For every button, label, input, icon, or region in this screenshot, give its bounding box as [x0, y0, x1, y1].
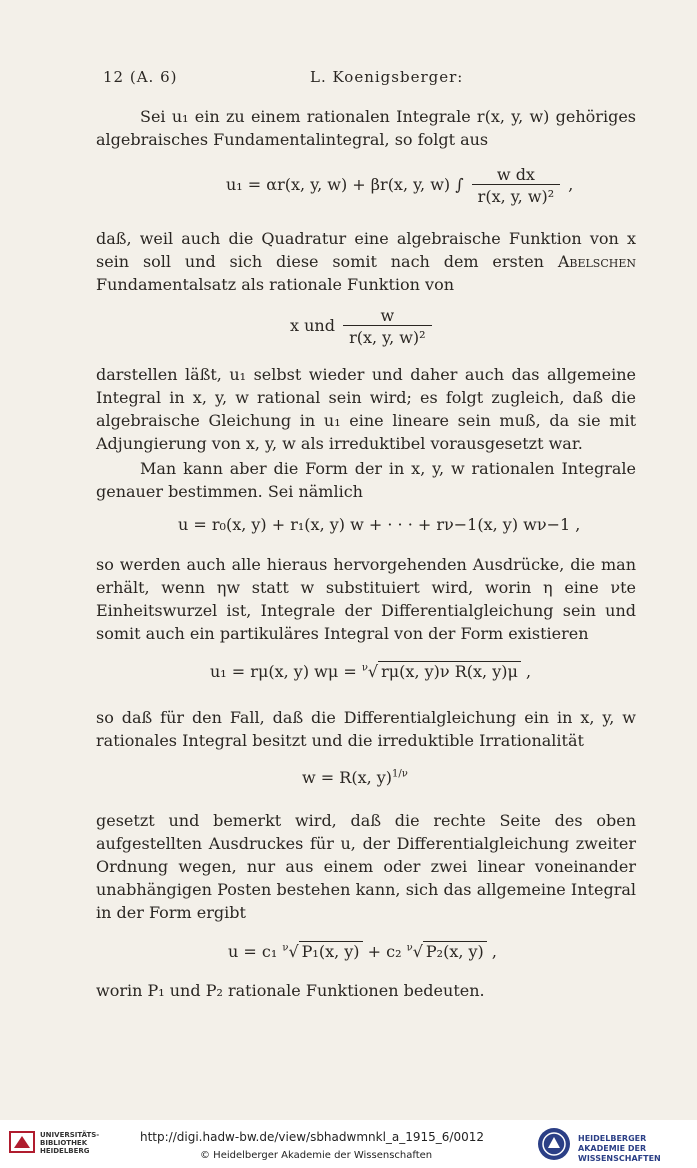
academy-seal-icon: [536, 1126, 572, 1166]
equation-6-part-b: + c₂: [362, 942, 407, 961]
paragraph-1: Sei u₁ ein zu einem rationalen Integrale r(x, y, w) gehöriges algebraisches Fundamentalintegral, so folgt aus: [96, 107, 636, 149]
copyright-notice: © Heidelberger Akademie der Wissenschaften: [200, 1150, 433, 1161]
equation-2: [290, 306, 435, 347]
equation-3: u = r₀(x, y) + r₁(x, y) w + · · · + rν−1(x, y) wν−1 ,: [178, 515, 581, 534]
equation-5-exponent: 1/ν: [392, 768, 408, 780]
university-library-name: UNIVERSITÄTS- BIBLIOTHEK HEIDELBERG: [40, 1131, 100, 1155]
equation-5-body: w = R(x, y): [302, 768, 393, 787]
paragraph-2: [96, 227, 636, 296]
equation-4: u₁ = rμ(x, y) wμ = $^\nu$√ rμ(x, y)ν R(x, y)μ ,: [210, 662, 532, 681]
equation-1-lhs: u₁ = αr(x, y, w) + βr(x, y, w) ∫: [226, 175, 464, 194]
paragraph-7: gesetzt und bemerkt wird, daß die rechte Seite des oben aufgestellten Ausdruckes für u, der Differentialgleichung zweiter Ordnung wegen, nur aus einem oder zwei linear voneinander unabhängigen Posten bestehen kann, sich das allgemeine Integral in der Form ergibt: [96, 811, 636, 922]
equation-1-end: ,: [568, 175, 574, 194]
equation-2-denominator: r(x, y, w)²: [343, 325, 432, 347]
equation-6-radicand-1: P₁(x, y): [299, 941, 363, 961]
equation-6-radicand-2: P₂(x, y): [423, 941, 487, 961]
equation-1: [226, 165, 573, 206]
equation-2-fraction: [343, 306, 432, 347]
equation-6-part-a: u = c₁: [228, 942, 283, 961]
author-name: L. Koenigsberger:: [310, 68, 464, 86]
page-number: 12 (A. 6): [103, 68, 178, 86]
equation-4-end: ,: [525, 662, 532, 681]
abel-name: Abelschen: [557, 252, 636, 271]
paragraph-2-part-c: Fundamentalsatz als rationale Funktion von: [96, 275, 455, 294]
academy-name: HEIDELBERGER AKADEMIE DER WISSENSCHAFTEN: [578, 1134, 661, 1163]
equation-2-lhs: x und: [290, 316, 335, 335]
equation-6: u = c₁ $^\nu$√ P₁(x, y) + c₂ $^\nu$√ P₂(x, y) ,: [228, 942, 497, 961]
equation-5: [302, 768, 408, 787]
paragraph-5: so werden auch alle hieraus hervorgehenden Ausdrücke, die man erhält, wenn ηw statt w substituiert wird, worin η eine νte Einheitswurzel ist, Integrale der Differentialgleichung sein und somit auch ein partikuläres Integral von der Form existieren: [96, 555, 636, 643]
equation-1-numerator: w dx: [496, 165, 535, 184]
equation-6-root-index-2: ν: [406, 942, 413, 954]
paragraph-3: darstellen läßt, u₁ selbst wieder und daher auch das allgemeine Integral in x, y, w rational sein wird; es folgt zugleich, daß die algebraische Gleichung in u₁ eine lineare sein muß, da sie mit Adjungierung von x, y, w als irreduktibel vorausgesetzt war.: [96, 365, 636, 453]
equation-1-fraction: [472, 165, 561, 206]
equation-4-lhs: u₁ = rμ(x, y) wμ =: [210, 662, 362, 681]
permalink-url[interactable]: http://digi.hadw-bw.de/view/sbhadwmnkl_a_1915_6/0012: [140, 1130, 485, 1144]
paragraph-2-part-a: daß, weil auch die Quadratur eine algebraische Funktion von x sein soll und sich diese somit nach dem ersten: [96, 229, 636, 271]
equation-2-numerator: w: [380, 306, 395, 325]
viewer-footer: [0, 1120, 697, 1168]
paragraph-4: Man kann aber die Form der in x, y, w rationalen Integrale genauer bestimmen. Sei nämlich: [96, 459, 636, 501]
equation-6-root-index-1: ν: [282, 942, 289, 954]
paragraph-8: worin P₁ und P₂ rationale Funktionen bedeuten.: [96, 981, 485, 1000]
equation-6-end: ,: [486, 942, 497, 961]
university-library-logo-icon: [8, 1128, 36, 1160]
paragraph-6: so daß für den Fall, daß die Differentialgleichung ein in x, y, w rationales Integral besitzt und die irreduktible Irrationalität: [96, 708, 636, 750]
equation-4-radicand: rμ(x, y)ν R(x, y)μ: [378, 661, 521, 681]
equation-1-denominator: r(x, y, w)²: [472, 184, 561, 206]
equation-4-root-index: ν: [361, 662, 368, 674]
